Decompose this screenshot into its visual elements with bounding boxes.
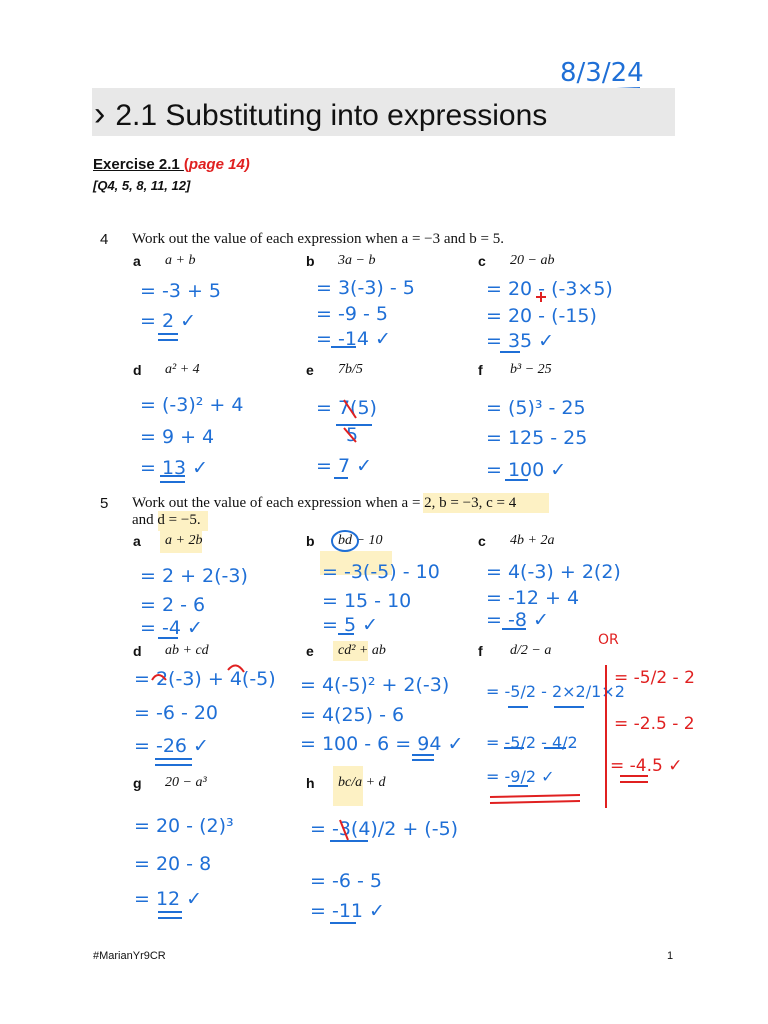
q5-part-label-a: a bbox=[133, 533, 141, 549]
q4f-line-3: = 100 ✓ bbox=[486, 459, 567, 481]
q4-part-label-b: b bbox=[306, 253, 315, 269]
q5d-line-1: = 2(-3) + 4(-5) bbox=[134, 668, 276, 690]
q5g-line-3: = 12 ✓ bbox=[134, 888, 203, 910]
q5b-line-1: = -3(-5) - 10 bbox=[322, 561, 440, 583]
q4-part-expr-a: a + b bbox=[165, 253, 196, 268]
q5a-line-3: = -4 ✓ bbox=[140, 617, 203, 639]
q5-part-expr-d: ab + cd bbox=[165, 643, 209, 658]
q4-part-expr-d: a² + 4 bbox=[165, 362, 200, 377]
q4e-line-2: 5 bbox=[346, 424, 359, 446]
question-5-text-line-2: and d = −5. bbox=[132, 512, 201, 528]
q4-part-label-a: a bbox=[133, 253, 141, 269]
q4b-line-3: = -14 ✓ bbox=[316, 328, 391, 350]
q5d-line-2: = -6 - 20 bbox=[134, 702, 219, 724]
q5a-line-2: = 2 - 6 bbox=[140, 594, 206, 616]
handwritten-date: 8/3/24 bbox=[560, 58, 644, 88]
q5-part-expr-f: d/2 − a bbox=[510, 643, 552, 658]
q5g-line-1: = 20 - (2)³ bbox=[134, 815, 234, 837]
q4-part-expr-c: 20 − ab bbox=[510, 253, 555, 268]
footer-tag: #MarianYr9CR bbox=[93, 950, 166, 962]
question-number-4: 4 bbox=[100, 231, 109, 248]
alt-line-1: = -5/2 - 2 bbox=[614, 668, 695, 688]
q4a-line-1: = -3 + 5 bbox=[140, 280, 221, 302]
q5h-line-3: = -11 ✓ bbox=[310, 900, 385, 922]
q5h-line-1: = -3(4)/2 + (-5) bbox=[310, 818, 459, 840]
q5-part-label-e: e bbox=[306, 643, 314, 659]
q5e-line-1: = 4(-5)² + 2(-3) bbox=[300, 674, 450, 696]
q4d-line-2: = 9 + 4 bbox=[140, 426, 215, 448]
q5d-line-3: = -26 ✓ bbox=[134, 735, 209, 757]
q4-part-expr-f: b³ − 25 bbox=[510, 362, 552, 377]
q5-part-label-d: d bbox=[133, 643, 142, 659]
q5-part-label-h: h bbox=[306, 775, 315, 791]
question-5-text-line-1: Work out the value of each expression when a = 2, b = −3, c = 4 bbox=[132, 495, 517, 511]
q5-part-expr-b: bd − 10 bbox=[338, 533, 383, 548]
q5c-line-1: = 4(-3) + 2(2) bbox=[486, 561, 621, 583]
q4c-line-3: = 35 ✓ bbox=[486, 330, 555, 352]
q4-part-label-d: d bbox=[133, 362, 142, 378]
q4-part-expr-e: 7b/5 bbox=[338, 362, 363, 377]
q4a-line-2: = 2 ✓ bbox=[140, 310, 197, 332]
q5f-line-2: = -5/2 - 4/2 bbox=[486, 733, 578, 752]
q4c-line-2: = 20 - (-15) bbox=[486, 305, 597, 327]
q5-part-label-c: c bbox=[478, 533, 486, 549]
q4c-line-1: = 20 - (-3×5) bbox=[486, 278, 613, 300]
q5-part-expr-g: 20 − a³ bbox=[165, 775, 207, 790]
q4-part-label-c: c bbox=[478, 253, 486, 269]
q4f-line-1: = (5)³ - 25 bbox=[486, 397, 586, 419]
q5b-line-2: = 15 - 10 bbox=[322, 590, 412, 612]
q4d-line-1: = (-3)² + 4 bbox=[140, 394, 244, 416]
q5b-line-3: = 5 ✓ bbox=[322, 614, 379, 636]
q5h-line-2: = -6 - 5 bbox=[310, 870, 382, 892]
q4-part-expr-b: 3a − b bbox=[338, 253, 376, 268]
chevron-right-icon: › bbox=[94, 95, 106, 133]
q4e-line-1: = 7(5) bbox=[316, 397, 377, 419]
q5-part-label-b: b bbox=[306, 533, 315, 549]
q4-part-label-f: f bbox=[478, 362, 483, 378]
exercise-heading: Exercise 2.1 (page 14) bbox=[93, 156, 250, 173]
q5-part-expr-e: cd² + ab bbox=[338, 643, 386, 658]
question-number-5: 5 bbox=[100, 495, 109, 512]
question-4-text: Work out the value of each expression when a = −3 and b = 5. bbox=[132, 231, 504, 247]
q5f-line-3: = -9/2 ✓ bbox=[486, 767, 555, 786]
or-label: OR bbox=[598, 632, 619, 648]
q4e-line-3: = 7 ✓ bbox=[316, 455, 373, 477]
alt-line-2: = -2.5 - 2 bbox=[614, 714, 695, 734]
q5-part-expr-h: bc/a + d bbox=[338, 775, 386, 790]
q5-part-expr-a: a + 2b bbox=[165, 533, 203, 548]
q5e-line-2: = 4(25) - 6 bbox=[300, 704, 405, 726]
q5e-line-3: = 100 - 6 = 94 ✓ bbox=[300, 733, 464, 755]
q4-part-label-e: e bbox=[306, 362, 314, 378]
page-number: 1 bbox=[667, 950, 674, 962]
q5-part-label-f: f bbox=[478, 643, 483, 659]
assigned-questions: [Q4, 5, 8, 11, 12] bbox=[93, 178, 191, 193]
q5-part-expr-c: 4b + 2a bbox=[510, 533, 555, 548]
page-title: › 2.1 Substituting into expressions bbox=[94, 95, 548, 133]
q5a-line-1: = 2 + 2(-3) bbox=[140, 565, 248, 587]
q5g-line-2: = 20 - 8 bbox=[134, 853, 212, 875]
alt-line-3: = -4.5 ✓ bbox=[610, 756, 683, 776]
q4b-line-2: = -9 - 5 bbox=[316, 303, 388, 325]
q5-part-label-g: g bbox=[133, 775, 142, 791]
q5c-line-2: = -12 + 4 bbox=[486, 587, 580, 609]
q4d-line-3: = 13 ✓ bbox=[140, 457, 209, 479]
q4f-line-2: = 125 - 25 bbox=[486, 427, 588, 449]
q5f-line-1: = -5/2 - 2×2/1×2 bbox=[486, 682, 625, 701]
q5c-line-3: = -8 ✓ bbox=[486, 609, 549, 631]
q4b-line-1: = 3(-3) - 5 bbox=[316, 277, 415, 299]
